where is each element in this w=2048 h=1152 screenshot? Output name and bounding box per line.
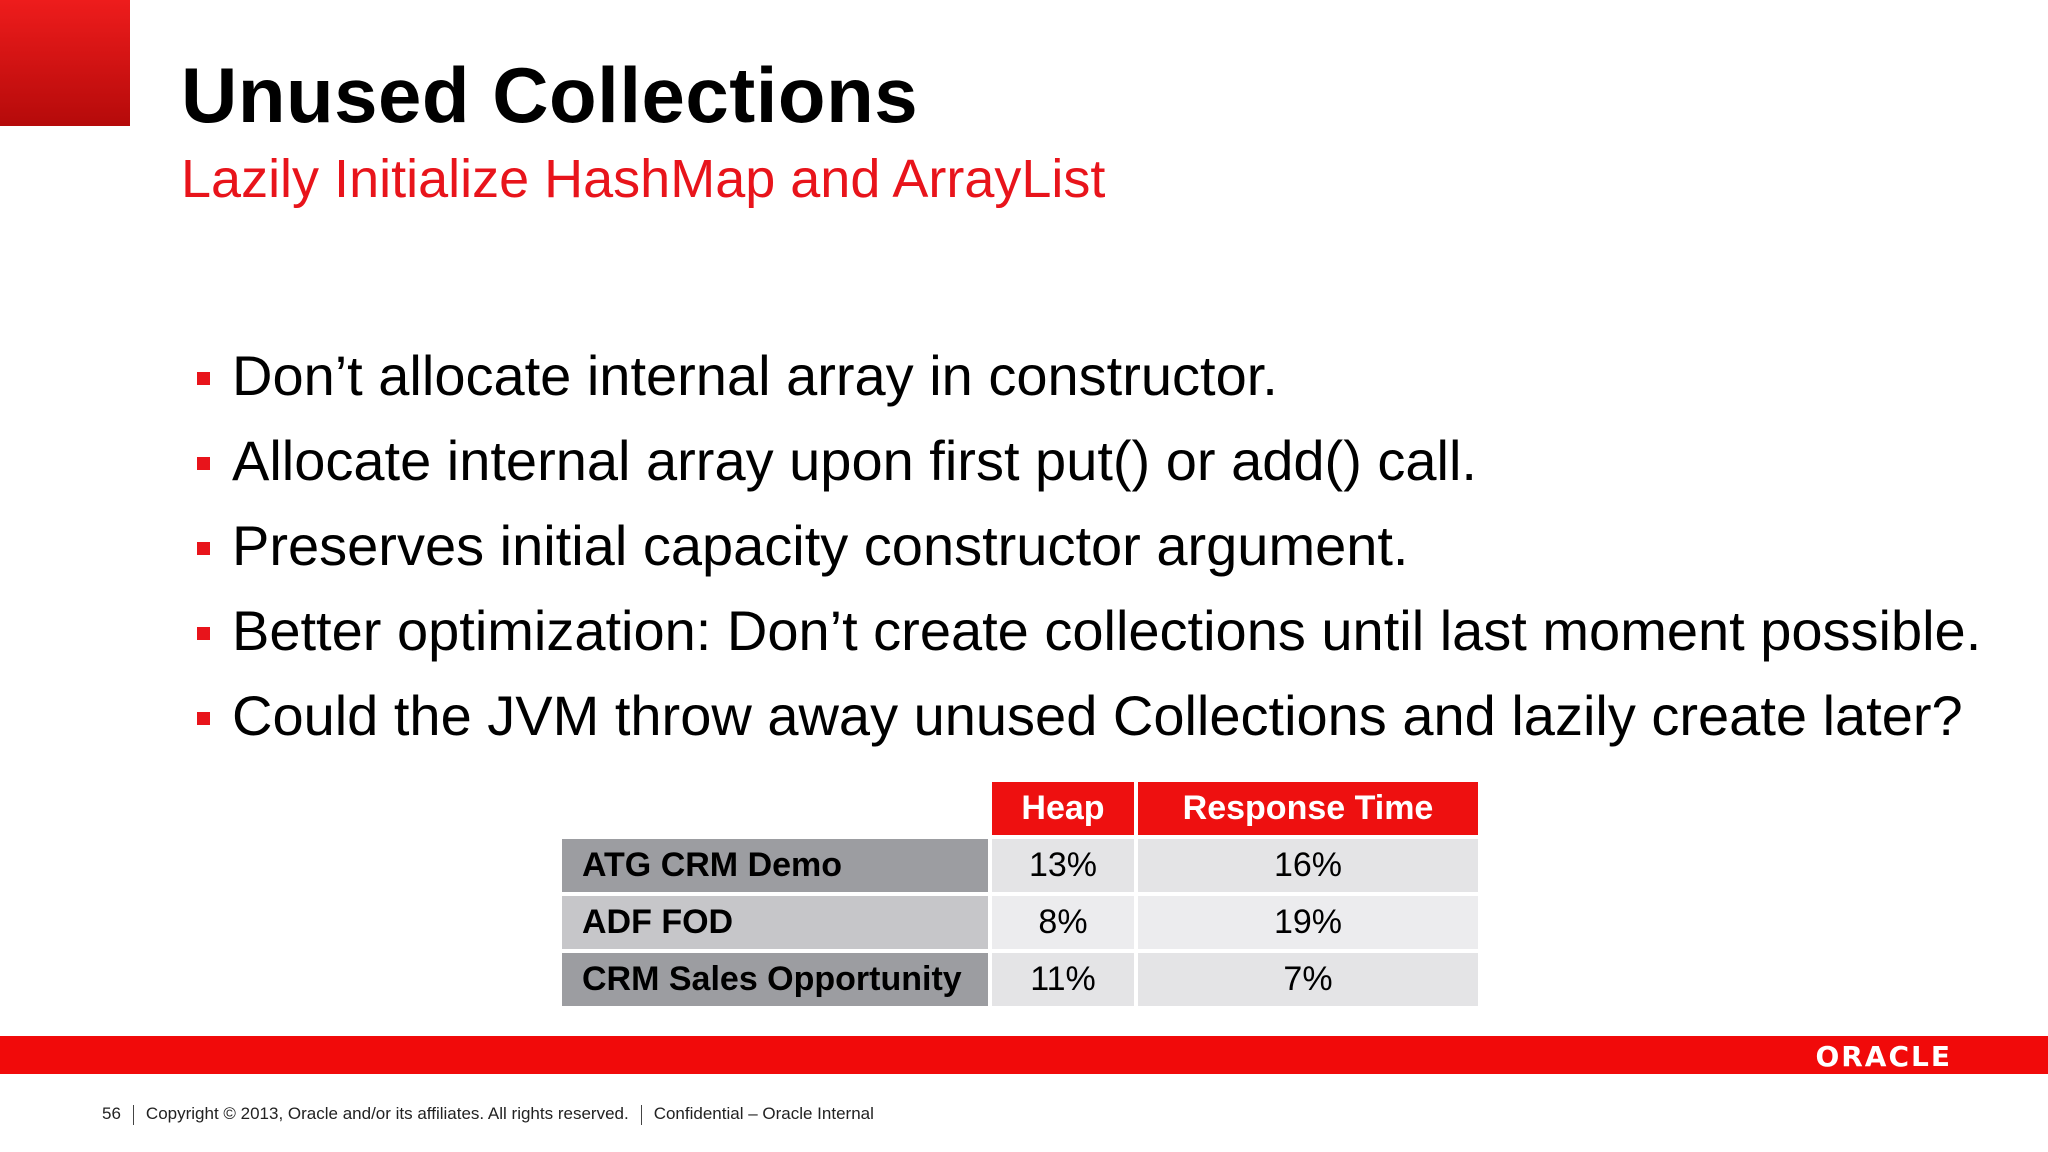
square-bullet-icon [197, 712, 210, 725]
bullet-text: Don’t allocate internal array in constructor. [232, 344, 1278, 407]
corner-accent-block [0, 0, 130, 126]
bullet-text: Preserves initial capacity constructor argument. [232, 514, 1409, 577]
square-bullet-icon [197, 372, 210, 385]
heap-cell: 13% [992, 839, 1134, 892]
footer-separator [641, 1105, 642, 1125]
row-label: ADF FOD [562, 896, 988, 949]
bullet-text: Could the JVM throw away unused Collections and lazily create later? [232, 684, 1963, 747]
bullet-item [195, 425, 1981, 510]
bullet-item [195, 595, 1981, 680]
heap-cell: 11% [992, 953, 1134, 1006]
table-row [562, 896, 1478, 949]
slide-subtitle: Lazily Initialize HashMap and ArrayList [181, 149, 1106, 209]
footer-separator [133, 1105, 134, 1125]
classification-text: Confidential – Oracle Internal [653, 1104, 874, 1123]
table-row [562, 953, 1478, 1006]
square-bullet-icon [197, 457, 210, 470]
response-time-cell: 19% [1138, 896, 1478, 949]
table-row [562, 839, 1478, 892]
footer-text [102, 1104, 874, 1125]
bullet-item [195, 680, 1981, 765]
square-bullet-icon [197, 542, 210, 555]
page-number: 56 [102, 1104, 121, 1123]
response-time-cell: 7% [1138, 953, 1478, 1006]
bullet-item [195, 340, 1981, 425]
slide-title: Unused Collections [181, 51, 919, 139]
bullet-list [195, 340, 1981, 765]
row-label: ATG CRM Demo [562, 839, 988, 892]
copyright-text: Copyright © 2013, Oracle and/or its affiliates. All rights reserved. [145, 1104, 629, 1123]
heap-cell: 8% [992, 896, 1134, 949]
bullet-text: Better optimization: Don’t create collections until last moment possible. [232, 599, 1982, 662]
table-header-row [562, 782, 1478, 835]
table-header-empty [562, 782, 988, 835]
footer-red-bar [0, 1036, 2048, 1074]
bullet-item [195, 510, 1981, 595]
square-bullet-icon [197, 627, 210, 640]
table-header-heap: Heap [992, 782, 1134, 835]
table-header-response-time: Response Time [1138, 782, 1478, 835]
response-time-cell: 16% [1138, 839, 1478, 892]
bullet-text: Allocate internal array upon first put() or add() call. [232, 429, 1477, 492]
oracle-logo: ORACLE [1815, 1040, 1952, 1073]
results-table [558, 778, 1482, 1010]
row-label: CRM Sales Opportunity [562, 953, 988, 1006]
